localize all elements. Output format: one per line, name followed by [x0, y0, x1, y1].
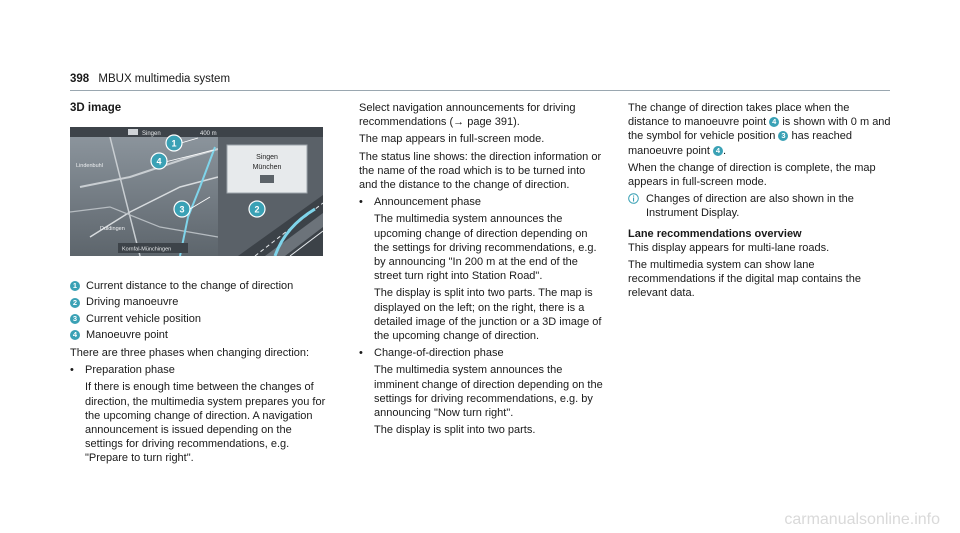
legend-item — [70, 295, 332, 309]
road-top-label: Singen — [142, 131, 161, 137]
sign-shield-icon — [260, 175, 274, 183]
bullet-text: The display is split into two parts. — [374, 424, 536, 437]
running-title: MBUX multimedia system — [98, 73, 231, 85]
legend-text: Manoeuvre point — [86, 328, 168, 341]
bullet-announcement-phase — [359, 195, 604, 343]
header-rule — [70, 90, 890, 91]
callout-badge: 1 — [70, 281, 80, 291]
text-fragment: has reached manoeuvre point — [628, 130, 853, 157]
road-shield-icon — [128, 129, 138, 135]
note-text: Changes of direction are also shown in the Instrument Display. — [646, 193, 854, 220]
callout-badge: 4 — [713, 146, 723, 156]
figure-legend — [70, 279, 332, 342]
section-title-3d-image: 3D image — [70, 102, 122, 114]
callout-1 — [166, 135, 182, 151]
status-bar — [70, 127, 323, 137]
callout-number: 1 — [171, 138, 177, 149]
column-2 — [359, 101, 604, 437]
lane-recommendations-title: Lane recommendations overview — [628, 227, 802, 240]
phases-intro: There are three phases when changing direction: — [70, 347, 310, 360]
column-3 — [628, 101, 893, 304]
place-label: Duldingen — [100, 226, 125, 232]
bullet-preparation-phase — [70, 363, 332, 465]
callout-4 — [151, 153, 167, 169]
legend-item — [70, 328, 332, 342]
callout-number: 4 — [156, 156, 162, 167]
bullet-text: The multimedia system announces the imminent change of direction depending on the settings for driving recommendations, e.g. by announcing "Now turn right". — [374, 364, 603, 420]
legend-item — [70, 279, 332, 293]
bottom-road-label: Kornfal-Münchingen — [122, 246, 172, 253]
text-fragment: . — [723, 144, 727, 157]
callout-badge: 3 — [70, 314, 80, 324]
callout-badge: 4 — [70, 330, 80, 340]
watermark: carmanualsonline.info — [784, 511, 940, 528]
callout-2 — [249, 201, 265, 217]
page-number: 398 — [70, 73, 90, 85]
callout-badge: 4 — [769, 117, 779, 127]
bullet-title: • Announcement phase — [374, 196, 482, 209]
info-icon — [628, 193, 639, 208]
bullet-title: • Change-of-direction phase — [374, 347, 504, 360]
legend-item — [70, 312, 332, 326]
legend-text: Current distance to the change of direction — [86, 280, 294, 293]
legend-text: Current vehicle position — [86, 312, 201, 325]
callout-badge: 2 — [70, 298, 80, 308]
change-direction-text — [628, 101, 893, 158]
place-label: Lindenbuhl — [76, 163, 103, 169]
lane-text-1: This display appears for multi-lane roads. — [628, 241, 830, 254]
legend-text: Driving manoeuvre — [86, 296, 179, 309]
bullet-text: The display is split into two parts. The map is displayed on the left; on the right, there is a detailed image of the junction or a 3D image of the upcoming change of direction. — [374, 287, 602, 343]
text-fragment: is shown with 0 m and the symbol for vehicle position — [628, 116, 891, 143]
bullet-title: • Preparation phase — [85, 364, 175, 377]
map-fullscreen-text: The map appears in full-screen mode. — [359, 133, 545, 146]
change-complete-text: When the change of direction is complete, the map appears in full-screen mode. — [628, 161, 876, 189]
callout-number: 2 — [254, 204, 260, 215]
page-header — [70, 73, 230, 85]
bullet-change-of-direction-phase — [359, 346, 604, 437]
callout-number: 3 — [179, 204, 185, 215]
bullet-text: The multimedia system announces the upcoming change of direction depending on the settings for driving recommendations, e.g. by announcing "In 200 m at the end of the street turn right into Station Road". — [374, 213, 597, 283]
status-line-text: The status line shows: the direction information or the name of the road which is to be turned into and the distance to the change of direction. — [359, 150, 602, 192]
sign-line-1: Singen — [256, 154, 278, 161]
info-note — [628, 192, 893, 220]
map-image — [70, 127, 323, 256]
lane-text-2: The multimedia system can show lane recommendations if the digital map contains the relevant data. — [628, 259, 861, 300]
sign-line-2: München — [252, 164, 282, 171]
distance-label: 400 m — [200, 131, 217, 137]
callout-badge: 3 — [778, 131, 788, 141]
navigation-3d-figure — [70, 127, 323, 256]
text-fragment: The change of direction takes place when the distance to manoeuvre point — [628, 102, 850, 129]
callout-3 — [174, 201, 190, 217]
bullet-text: If there is enough time between the changes of direction, the multimedia system prepares you for the upcoming change of direction. A navigation announcement is issued depending on the settings for driving recommendations, e.g. "Prepare to turn right". — [85, 381, 326, 465]
select-announcements-text: Select navigation announcements for driving recommendations (→ page 391). — [359, 102, 576, 129]
